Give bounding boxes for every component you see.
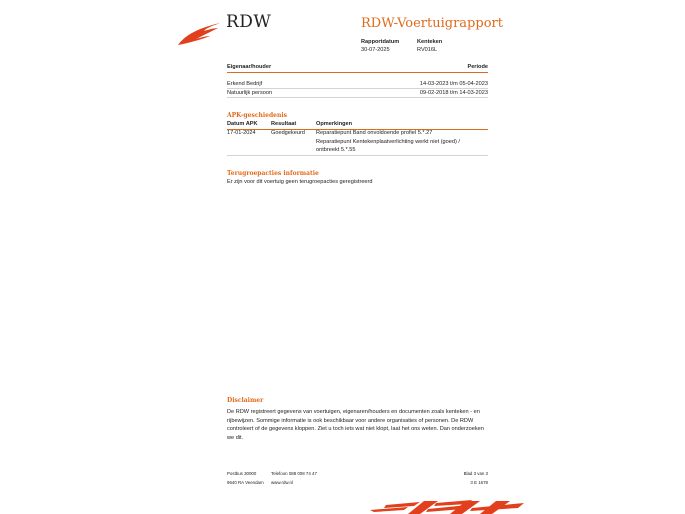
terugroep-text: Er zijn voor dit voertuig geen terugroepacties geregistreerd <box>227 179 373 185</box>
apk-row-opmerking: Reparatiepunt Kentekenplaatverlichting werkt niet (goed) / <box>316 139 460 145</box>
row-divider <box>227 97 488 98</box>
apk-row-resultaat: Goedgekeurd <box>271 130 305 136</box>
terugroep-section-title: Terugroepacties informatie <box>227 170 319 177</box>
periode-header: Periode <box>467 64 488 70</box>
footer-page: Blad 3 van 3 <box>463 471 488 476</box>
eigenaar-row-type: Natuurlijk persoon <box>227 90 273 96</box>
eigenaar-header: Eigenaar/houder <box>227 64 272 70</box>
row-divider <box>227 155 488 156</box>
apk-row-datum: 17-01-2024 <box>227 130 256 136</box>
disclaimer-line: De RDW registreert gegevens van voertuigen, eigenaren/houders en documenten zoals kenteken - en <box>227 409 480 415</box>
kenteken-value: RV016L <box>417 47 438 53</box>
apk-col-datum: Datum APK <box>227 121 258 127</box>
apk-row-opmerking: Reparatiepunt Band onvoldoende profiel 5.*.27 <box>316 130 433 136</box>
footer-website: www.rdw.nl <box>271 480 293 485</box>
disclaimer-line: controleert of de gegevens kloppen. Ziet u toch iets wat niet klopt, laat het ons weten. Dan onderzoeken <box>227 426 484 433</box>
footer-city: 9640 RA Veendam <box>227 480 264 485</box>
footer-postbus: Postbus 30000 <box>227 471 257 476</box>
disclaimer-title: Disclaimer <box>227 397 264 404</box>
apk-row-opmerking: ontbreekt 5.*.55 <box>316 147 356 153</box>
row-divider <box>227 88 488 89</box>
document-title: RDW-Voertuigrapport <box>361 16 503 31</box>
eigenaar-row-type: Erkend Bedrijf <box>227 81 263 87</box>
disclaimer-line: rijbewijzen. Sommige informatie is ook beschikbaar voor andere organisaties of personen. De RDW <box>227 417 474 424</box>
rdw-wing-logo-icon <box>176 20 222 46</box>
eigenaar-row-period: 09-02-2018 t/m 14-03-2023 <box>419 90 488 96</box>
footer-code: 3 E 1678 <box>470 480 488 485</box>
eigenaar-row-period: 14-03-2023 t/m 05-04-2023 <box>419 81 488 87</box>
disclaimer-text <box>227 408 489 442</box>
footer-phone: Telefoon 088 008 74 47 <box>271 471 317 476</box>
apk-col-opmerkingen: Opmerkingen <box>316 121 353 127</box>
rapportdatum-value: 30-07-2025 <box>361 47 390 53</box>
rdw-stripes-decoration-icon <box>368 499 526 514</box>
apk-col-resultaat: Resultaat <box>271 121 297 127</box>
disclaimer-line: we dit. <box>227 434 244 441</box>
eigenaar-divider <box>227 72 488 73</box>
rapportdatum-label: Rapportdatum <box>361 39 400 45</box>
kenteken-label: Kenteken <box>417 39 443 45</box>
logo-text: RDW <box>226 12 272 32</box>
apk-section-title: APK-geschiedenis <box>227 112 287 119</box>
